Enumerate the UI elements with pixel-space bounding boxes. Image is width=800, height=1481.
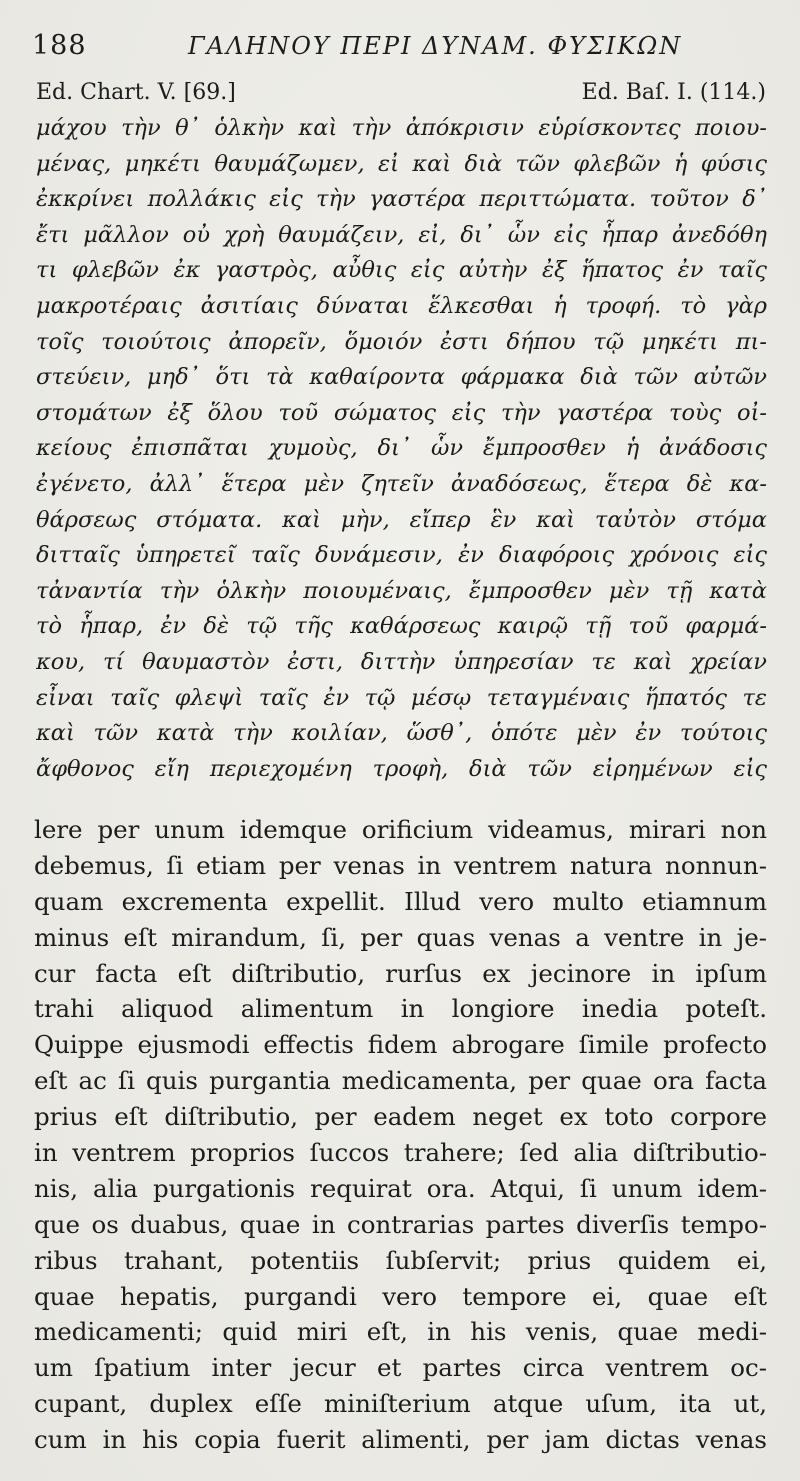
edition-basel-reference: Ed. Baſ. I. (114.) [581,80,766,105]
greek-text-block [36,111,767,787]
latin-text-line: quam excrementa expellit. Illud vero multo etiamnum [34,886,767,916]
greek-text-line: κείους ἐπισπᾶται χυμοὺς, δι᾽ ὧν ἔμπροσθεν ἡ ἀνάδοσις [36,435,767,462]
latin-text-line: cupant, duplex eſſe miniſterium atque uſum, ita ut, [34,1389,767,1419]
greek-text-line: κου, τί θαυμαστὸν ἐστι, διττὴν ὑπηρεσίαν τε καὶ χρείαν [36,648,767,675]
greek-text-line: μάχου τὴν θ᾽ ὁλκὴν καὶ τὴν ἀπόκρισιν εὑρίσκοντες ποιου- [36,115,767,141]
latin-text-line: medicamenti; quid miri eſt, in his venis, quae medi- [34,1317,767,1347]
greek-text-line: μένας, μηκέτι θαυμάζωμεν, εἰ καὶ διὰ τῶν φλεβῶν ἡ φύσις [36,150,767,177]
edition-reference-line [36,80,766,110]
greek-text-line: εἶναι ταῖς φλεψὶ ταῖς ἐν τῷ μέσῳ τεταγμέναις ἥπατός τε [36,684,767,711]
latin-text-line: lere per unum idemque orificium videamus, mirari non [34,815,767,844]
edition-chartier-reference: Ed. Chart. V. [69.] [36,80,236,105]
latin-text-line: que os duabus, quae in contrarias partes diverſis tempo- [34,1209,767,1239]
greek-text-line: διτταῖς ὑπηρετεῖ ταῖς δυνάμεσιν, ἐν διαφόροις χρόνοις εἰς [36,542,767,569]
latin-text-line: prius eſt diſtributio, per eadem neget ex toto corpore [34,1102,767,1132]
greek-text-line: ἐγένετο, ἀλλ᾽ ἕτερα μὲν ζητεῖν ἀναδόσεως, ἕτερα δὲ κα- [36,470,767,497]
greek-text-line: τὸ ἧπαρ, ἐν δὲ τῷ τῆς καθάρσεως καιρῷ τῇ τοῦ φαρμά- [36,613,767,640]
greek-text-line: στεύειν, μηδ᾽ ὅτι τὰ καθαίροντα φάρμακα διὰ τῶν αὐτῶν [36,364,767,391]
latin-text-line: Quippe ejusmodi effectis fidem abrogare ſimile profecto [34,1030,767,1060]
latin-text-line: cur facta eſt diſtributio, rurſus ex jecinore in ipſum [34,958,767,988]
latin-text-line: quae hepatis, purgandi vero tempore ei, quae eſt [34,1281,767,1311]
running-head [30,30,770,66]
latin-text-line: um ſpatium inter jecur et partes circa ventrem oc- [34,1353,767,1383]
latin-text-line: minus eſt mirandum, ſi, per quas venas a ventre in je- [34,922,767,952]
latin-text-line: cum in his copia fuerit alimenti, per jam dictas venas [34,1425,767,1455]
greek-text-line: καὶ τῶν κατὰ τὴν κοιλίαν, ὥσθ᾽, ὁπότε μὲν ἐν τούτοις [36,720,767,747]
latin-text-line: in ventrem proprios ſuccos trahere; ſed alia diſtributio- [34,1138,767,1168]
greek-text-line: ἔτι μᾶλλον οὐ χρὴ θαυμάζειν, εἰ, δι᾽ ὧν εἰς ἧπαρ ἀνεδόθη [36,221,767,248]
greek-text-line: μακροτέραις ἀσιτίαις δύναται ἕλκεσθαι ἡ τροφή. τὸ γὰρ [36,292,767,319]
greek-text-line: στομάτων ἐξ ὅλου τοῦ σώματος εἰς τὴν γαστέρα τοὺς οἰ- [36,399,767,426]
latin-text-line: ribus trahant, potentiis ſubſervit; prius quidem ei, [34,1245,767,1275]
page-number: 188 [32,30,87,61]
greek-text-line: τἀναντία τὴν ὁλκὴν ποιουμέναις, ἔμπροσθεν μὲν τῇ κατὰ [36,577,767,604]
latin-text-block [34,812,767,1458]
greek-text-line: ἐκκρίνει πολλάκις εἰς τὴν γαστέρα περιττώματα. τοῦτον δ᾽ [36,186,767,213]
greek-text-line: τι φλεβῶν ἐκ γαστρὸς, αὖθις εἰς αὐτὴν ἐξ ἥπατος ἐν ταῖς [36,257,767,284]
greek-text-line: ἄφθονος εἴη περιεχομένη τροφὴ, διὰ τῶν εἰρημένων εἰς [36,755,767,782]
latin-text-line: trahi aliquod alimentum in longiore inedia poteſt. [34,994,767,1024]
latin-text-line: nis, alia purgationis requirat ora. Atqui, ſi unum idem- [34,1173,767,1203]
latin-text-line: debemus, ſi etiam per venas in ventrem natura nonnun- [34,850,767,880]
greek-text-line: θάρσεως στόματα. καὶ μὴν, εἴπερ ἓν καὶ ταὐτὸν στόμα [36,506,767,533]
latin-text-line: eſt ac ſi quis purgantia medicamenta, per quae ora facta [34,1066,767,1096]
greek-text-line: τοῖς τοιούτοις ἀπορεῖν, ὅμοιόν ἐστι δήπου τῷ μηκέτι πι- [36,328,767,355]
running-title: ΓΑΛΗΝΟΥ ΠΕΡΙ ΔΥΝΑΜ. ΦΥΣΙΚΩΝ [188,32,683,60]
